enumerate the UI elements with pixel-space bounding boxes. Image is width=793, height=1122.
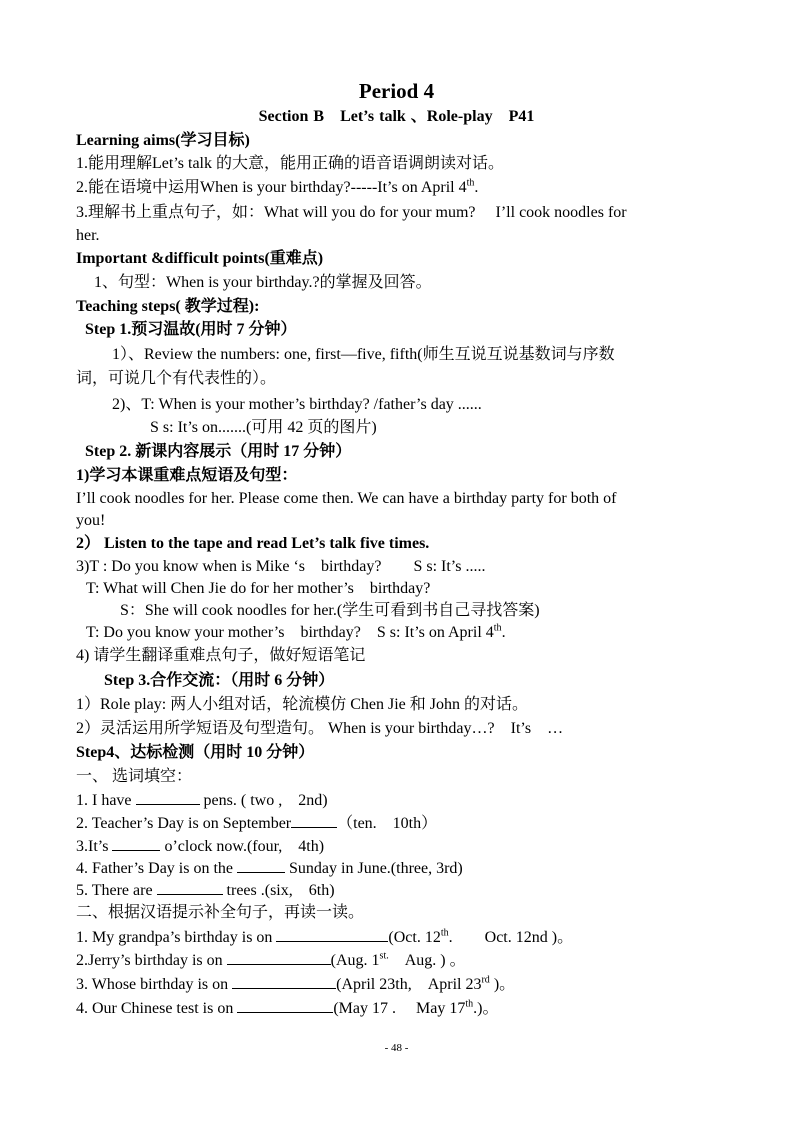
answer-blank[interactable] [136, 790, 200, 805]
step-2-item-4: 4) 请学生翻译重难点句子，做好短语笔记 [76, 647, 366, 664]
ex2-q4-hint: (May 17 . May 17 [333, 1000, 466, 1017]
exercise-2-question-2 [76, 950, 466, 971]
ex2-q1-prefix: 1. My grandpa’s birthday is on [76, 929, 277, 946]
exercise-1-question-1 [76, 790, 328, 811]
ex1-q4-prefix: 4. Father’s Day is on the [76, 860, 238, 877]
answer-blank[interactable] [237, 858, 285, 873]
key-points-heading: Important &difficult points(重难点) [76, 250, 324, 267]
learning-aims-heading: Learning aims(学习目标) [76, 132, 250, 149]
step-1-heading: Step 1.预习温故(用时 7 分钟） [85, 321, 297, 338]
ex1-q1-prefix: 1. I have [76, 792, 136, 809]
ex1-q3-prefix: 3.It’s [76, 838, 113, 855]
exercise-1-question-4 [76, 858, 463, 879]
page-title: Period 4 [358, 79, 435, 103]
ex2-q4-hint-end: .)。 [473, 1000, 499, 1017]
answer-blank[interactable] [232, 974, 336, 989]
step-3-heading: Step 3.合作交流：（用时 6 分钟） [104, 672, 335, 689]
exercise-2-question-1 [76, 927, 573, 948]
aim-3-line2: her. [76, 227, 100, 244]
aim-2-text: 2.能在语境中运用When is your birthday?-----It’s on April 4 [76, 179, 467, 196]
ex2-q1-sup: th [440, 927, 449, 939]
step-3-item-2: 2）灵活运用所学短语及句型造句。 When is your birthday…? It’s … [76, 720, 564, 737]
ex2-q1-hint-end: . Oct. 12nd )。 [448, 929, 574, 946]
exercise-1-question-5 [76, 880, 335, 901]
step-4-heading: Step4、达标检测（用时 10 分钟） [76, 744, 315, 761]
ex2-q2-hint: (Aug. 1 [330, 952, 380, 969]
exercise-1-question-2 [76, 813, 437, 834]
answer-blank[interactable] [227, 950, 331, 965]
aim-2-end: . [474, 179, 479, 196]
step-1-item-1-line2: 词，可说几个有代表性的）。 [76, 370, 277, 387]
step-2-sub-1: 1)学习本课重难点短语及句型： [76, 467, 298, 484]
ex2-q2-sup: st. [379, 950, 389, 962]
exercise-2-question-4 [76, 998, 498, 1019]
ex1-q2-suffix: （ten. 10th） [337, 815, 438, 832]
aim-3-line1: 3.理解书上重点句子，如：What will you do for your mum? I’ll cook noodles for [76, 204, 627, 221]
aim-2-sup: th [466, 177, 475, 189]
page-subtitle: Section B Let’s talk 、Role-play P41 [258, 108, 535, 125]
step-2-sub-2: 2） Listen to the tape and read Let’s talk five times. [76, 535, 430, 552]
step-2-dialog-4-sup: th [493, 622, 502, 634]
step-2-text-line2: you! [76, 512, 106, 529]
ex2-q1-hint: (Oct. 12 [388, 929, 441, 946]
step-2-dialog-3: S：She will cook noodles for her.(学生可看到书自己寻找答案) [120, 602, 540, 619]
step-1-item-1-line1: 1）、Review the numbers: one, first—five, fifth(师生互说互说基数词与序数 [112, 346, 615, 363]
step-1-item-2-answer: S s: It’s on.......(可用 42 页的图片) [150, 419, 377, 436]
answer-blank[interactable] [291, 813, 337, 828]
step-2-dialog-4 [86, 623, 506, 643]
ex2-q4-sup: th [465, 998, 474, 1010]
ex2-q3-hint: (April 23th, April 23 [336, 976, 482, 993]
step-2-dialog-1: 3)T : Do you know when is Mike ‘s birthday? S s: It’s ..... [76, 558, 486, 575]
ex2-q3-sup: rd [481, 974, 490, 986]
ex1-q1-suffix: pens. ( two , 2nd) [199, 792, 328, 809]
aim-1: 1.能用理解Let’s talk 的大意，能用正确的语音语调朗读对话。 [76, 155, 504, 172]
ex2-q2-prefix: 2.Jerry’s birthday is on [76, 952, 227, 969]
exercise-2-heading: 二、根据汉语提示补全句子，再读一读。 [76, 904, 365, 921]
ex2-q3-prefix: 3. Whose birthday is on [76, 976, 233, 993]
ex1-q3-suffix: o’clock now.(four, 4th) [160, 838, 325, 855]
ex1-q5-prefix: 5. There are [76, 882, 157, 899]
aim-2 [76, 178, 478, 198]
ex2-q2-hint-end: Aug. ) 。 [388, 952, 466, 969]
step-2-dialog-4-text: T: Do you know your mother’s birthday? S s: It’s on April 4 [86, 624, 494, 641]
ex1-q2-prefix: 2. Teacher’s Day is on September [76, 815, 292, 832]
answer-blank[interactable] [237, 998, 333, 1013]
answer-blank[interactable] [276, 927, 388, 942]
ex2-q4-prefix: 4. Our Chinese test is on [76, 1000, 238, 1017]
answer-blank[interactable] [157, 880, 223, 895]
teaching-steps-heading: Teaching steps( 教学过程): [76, 298, 260, 315]
answer-blank[interactable] [112, 836, 160, 851]
ex2-q3-hint-end: )。 [489, 976, 516, 993]
step-3-item-1: 1）Role play: 两人小组对话，轮流模仿 Chen Jie 和 John 的对话。 [76, 696, 528, 713]
key-point-1: 1、句型：When is your birthday.?的掌握及回答。 [94, 274, 432, 291]
page-number: - 48 - [384, 1042, 409, 1054]
step-2-text-line1: I’ll cook noodles for her. Please come then. We can have a birthday party for both of [76, 490, 617, 507]
step-2-dialog-4-end: . [501, 624, 506, 641]
exercise-1-question-3 [76, 836, 324, 857]
ex1-q4-suffix: Sunday in June.(three, 3rd) [285, 860, 463, 877]
exercise-2-question-3 [76, 974, 515, 995]
step-2-heading: Step 2. 新课内容展示（用时 17 分钟） [85, 443, 352, 460]
exercise-1-heading: 一、 选词填空： [76, 768, 193, 785]
ex1-q5-suffix: trees .(six, 6th) [222, 882, 335, 899]
step-2-dialog-2: T: What will Chen Jie do for her mother’s birthday? [86, 580, 431, 597]
step-1-item-2: 2)、T: When is your mother’s birthday? /father’s day ...... [112, 396, 482, 413]
